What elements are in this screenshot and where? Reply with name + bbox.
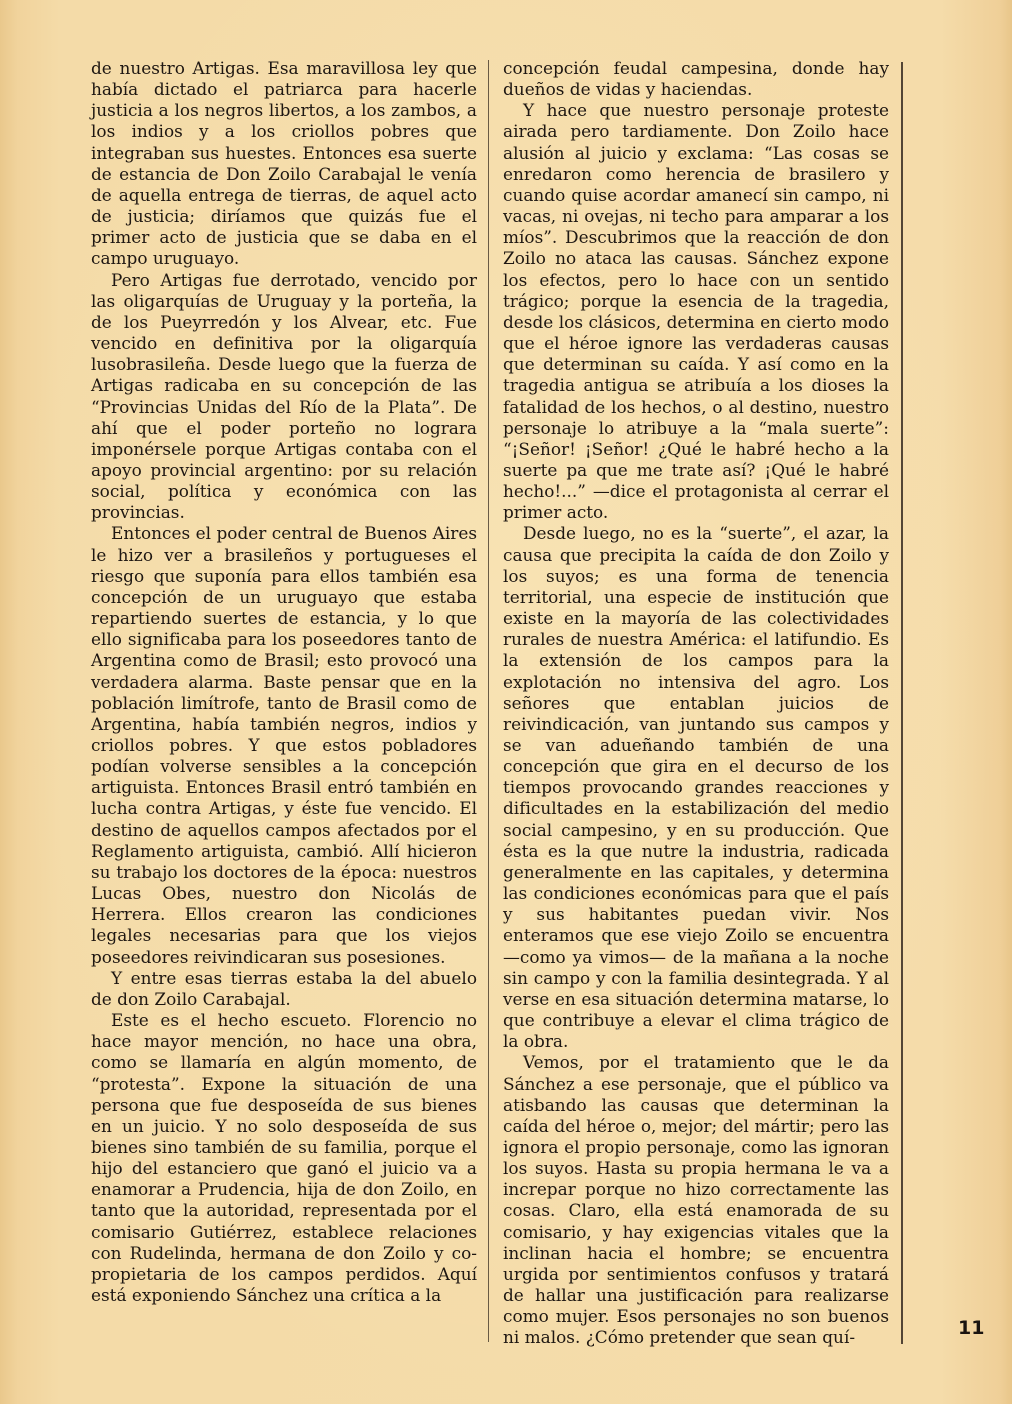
- left-paragraph-3: Entonces el poder central de Buenos Aires le hizo ver a brasileños y portugueses el riesgo que suponía para ellos también esa concepción de un uruguayo que estaba repartiendo suertes de estancia, y lo que ello significaba para los poseedores tanto de Argentina como de Brasil; esto provocó una verdadera alarma. Baste pensar que en la población limítrofe, tanto de Brasil como de Argentina, había también negros, indios y criollos pobres. Y que estos pobladores podían volverse sensibles a la concepción artiguista. Entonces Brasil entró también en lucha contra Artigas, y éste fue vencido. El destino de aquellos campos afectados por el Reglamento artiguista, cambió. Allí hicieron su trabajo los doctores de la época: nuestros Lucas Obes, nuestro don Nicolás de Herrera. Ellos crearon las condiciones legales necesarias para que los viejos poseedores reivindicaran sus posesiones.: [91, 523, 477, 967]
- right-paragraph-1: concepción feudal campesina, donde hay dueños de vidas y haciendas.: [503, 58, 889, 100]
- column-divider: [488, 60, 489, 1342]
- left-paragraph-2: Pero Artigas fue derrotado, vencido por las oligarquías de Uruguay y la porteña, la de los Pueyrredón y los Alvear, etc. Fue vencido en definitiva por la oligarquía lusobrasileña. Desde luego que la fuerza de Artigas radicaba en su concepción de las “Provincias Unidas del Río de la Plata”. De ahí que el poder porteño no lograra imponérsele porque Artigas contaba con el apoyo provincial argentino: por su relación social, política y económica con las provincias.: [91, 269, 477, 523]
- left-text-column: [91, 58, 477, 1306]
- right-paragraph-2: Y hace que nuestro personaje proteste airada pero tardiamente. Don Zoilo hace alusión al juicio y exclama: “Las cosas se enredaron como herencia de brasilero y cuando quise acordar amanecí sin campo, ni vacas, ni ovejas, ni techo para amparar a los míos”. Descubrimos que la reacción de don Zoilo no ataca las causas. Sánchez expone los efectos, pero lo hace con un sentido trágico; porque la esencia de la tragedia, desde los clásicos, determina en cierto modo que el héroe ignore las verdaderas causas que determinan su caída. Y así como en la tragedia antigua se atribuía a los dioses la fatalidad de los hechos, o al destino, nuestro personaje lo atribuye a la “mala suerte”: “¡Señor! ¡Señor! ¿Qué le habré hecho a la suerte pa que me trate así? ¡Qué le habré hecho!...” —dice el protagonista al cerrar el primer acto.: [503, 100, 889, 523]
- left-paragraph-5: Este es el hecho escueto. Florencio no hace mayor mención, no hace una obra, como se llamaría en algún momento, de “protesta”. Expone la situación de una persona que fue desposeída de sus bienes en un juicio. Y no solo desposeída de sus bienes sino también de su familia, porque el hijo del estanciero que ganó el juicio va a enamorar a Prudencia, hija de don Zoilo, en tanto que la autoridad, representada por el comisario Gutiérrez, establece relaciones con Rudelinda, hermana de don Zoilo y co-propietaria de los campos perdidos. Aquí está exponiendo Sánchez una crítica a la: [91, 1010, 477, 1306]
- right-paragraph-4: Vemos, por el tratamiento que le da Sánchez a ese personaje, que el público va atisbando las causas que determinan la caída del héroe o, mejor; del mártir; pero las ignora el propio personaje, como las ignoran los suyos. Hasta su propia hermana le va a increpar porque no hizo correctamente las cosas. Claro, ella está enamorada de su comisario, y hay exigencias vitales que la inclinan hacia el hombre; se encuentra urgida por sentimientos confusos y tratará de hallar una justificación para realizarse como mujer. Esos personajes no son buenos ni malos. ¿Cómo pretender que sean quí-: [503, 1052, 889, 1348]
- page-number: 11: [958, 1317, 985, 1339]
- left-paragraph-4: Y entre esas tierras estaba la del abuelo de don Zoilo Carabajal.: [91, 967, 477, 1009]
- right-text-column: [503, 58, 889, 1349]
- left-paragraph-1: de nuestro Artigas. Esa maravillosa ley que había dictado el patriarca para hacerle justicia a los negros libertos, a los zambos, a los indios y a los criollos pobres que integraban sus huestes. Entonces esa suerte de estancia de Don Zoilo Carabajal le venía de aquella entrega de tierras, de aquel acto de justicia; diríamos que quizás fue el primer acto de justicia que se daba en el campo uruguayo.: [91, 58, 477, 269]
- right-paragraph-3: Desde luego, no es la “suerte”, el azar, la causa que precipita la caída de don Zoilo y los suyos; es una forma de tenencia territorial, una especie de institución que existe en la mayoría de las colectividades rurales de nuestra América: el latifundio. Es la extensión de los campos para la explotación no intensiva del agro. Los señores que entablan juicios de reivindicación, van juntando sus campos y se van adueñando también de una concepción que gira en el decurso de los tiempos provocando grandes reacciones y dificultades en la estabilización del medio social campesino, y en su producción. Que ésta es la que nutre la industria, radicada generalmente en las capitales, y determina las condiciones económicas para que el país y sus habitantes puedan vivir. Nos enteramos que ese viejo Zoilo se encuentra —como ya vimos— de la mañana a la noche sin campo y con la familia desintegrada. Y al verse en esa situación determina matarse, lo que contribuye a elevar el clima trágico de la obra.: [503, 523, 889, 1052]
- right-margin-rule: [901, 62, 903, 1344]
